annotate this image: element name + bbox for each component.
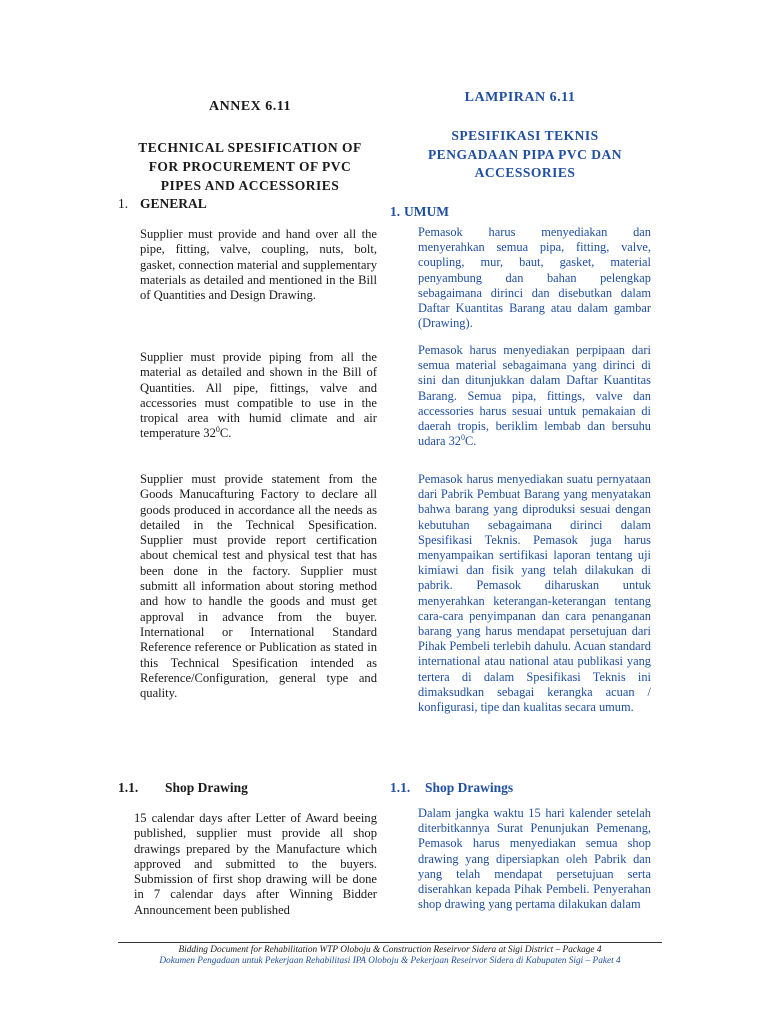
left-document-title — [110, 138, 390, 195]
left-title-line-1: TECHNICAL SPESIFICATION OF — [138, 140, 362, 155]
left-paragraph-general-2 — [140, 350, 377, 442]
left-paragraph-general-2-unit: C. — [219, 426, 232, 441]
right-paragraph-umum-2-text: Pemasok harus menyediakan perpipaan dari semua material sebagaimana yang dirinci di sini dan ditunjukkan dalam Daftar Kuantitas Barang. Semua pipa, fittings, valve dan accessories harus sesuai untuk pemakaian di daerah tropis, beriklim lembab dan bersuhu udara 32 — [418, 343, 651, 449]
left-degree-superscript: 0 — [215, 425, 220, 435]
left-subsection-1-1-number: 1.1. — [118, 780, 139, 795]
right-title-line-2: PENGADAAN PIPA PVC DAN — [427, 146, 623, 162]
footer-divider — [118, 942, 662, 943]
left-paragraph-general-1: Supplier must provide and hand over all the pipe, fitting, valve, coupling, nuts, bolt, gasket, connection material and supplementary materials as detailed and mentioned in the Bill of Quantities and Design Drawing. — [140, 227, 377, 303]
right-paragraph-umum-2-unit: C. — [465, 434, 477, 449]
right-annex-heading: LAMPIRAN 6.11 — [464, 90, 576, 105]
right-paragraph-shop-drawing: Dalam jangka waktu 15 hari kalender setelah diterbitkannya Surat Penunjukan Pemenang, Pemasok harus menyediakan semua shop drawing yang dipersiapkan oleh Pabrik dan yang telah mendapat persetujuan serta diserahkan kepada Pihak Pembeli. Penyerahan shop drawing yang pertama dilakukan dalam — [418, 806, 651, 912]
right-title-line-3: ACCESSORIES — [474, 165, 576, 180]
left-paragraph-general-3: Supplier must provide statement from the Goods Manucafturing Factory to declare all goods produced in accordance all the needs as detailed in the Technical Spesification. Supplier must provide report certification about chemical test and physical test that has been done in the factory. Supplier must submitt all information about storing method and how to handle the goods and must get approval in advance from the buyer. International or International Standard Reference reference or Publication as stated in this Technical Spesification intended as Reference/Configuration, general type and quality. — [140, 472, 377, 701]
right-title-line-1: SPESIFIKASI TEKNIS — [451, 128, 599, 143]
right-degree-superscript: 0 — [461, 433, 466, 443]
right-paragraph-umum-2 — [418, 343, 651, 449]
right-subsection-1-1-title: Shop Drawings — [425, 780, 514, 795]
left-section-1-title: GENERAL — [140, 196, 207, 211]
left-annex-heading: ANNEX 6.11 — [208, 99, 291, 114]
left-subsection-1-1-title: Shop Drawing — [165, 780, 248, 795]
right-section-1-number: 1. — [390, 204, 401, 219]
left-paragraph-shop-drawing: 15 calendar days after Letter of Award beeing published, supplier must provide all shop drawings prepared by the Manufacture which approved and submitted to the buyers. Submission of first shop drawing will be done in 7 calendar days after Winning Bidder Announcement been published — [134, 811, 377, 917]
left-section-1-number: 1. — [118, 196, 129, 211]
footer-indonesian: Dokumen Pengadaan untuk Pekerjaan Rehabilitasi IPA Oloboju & Pekerjaan Reseirvor Sidera di Kabupaten Sigi – Paket 4 — [159, 956, 621, 966]
right-section-1-title: UMUM — [404, 204, 449, 219]
right-paragraph-umum-1: Pemasok harus menyediakan dan menyerahkan semua pipa, fitting, valve, coupling, mur, baut, gasket, material penyambung dan bahan pelengkap sebagaimana dirinci dan disebutkan dalam Daftar Kuantitas Barang atau dalam gambar (Drawing). — [418, 225, 651, 331]
right-paragraph-umum-3: Pemasok harus menyediakan suatu pernyataan dari Pabrik Pembuat Barang yang menyatakan bahwa barang yang diproduksi sesuai dengan kebutuhan sebagaimana dirinci dalam Spesifikasi Teknis. Pemasok juga harus menyampaikan sertifikasi laporan tentang uji kimiawi dan fisik yang telah dilakukan di pabrik. Pemasok diharuskan untuk menyerahkan keterangan-keterangan tentang cara-cara penyimpanan dan cara penanganan barang yang harus mendapat persetujuan dari Pihak Pembeli terlebih dahulu. Acuan standard international atau national atau publikasi yang tertera di dalam Spesifikasi Teknis ini dimaksudkan sebagai kerangka acuan / konfigurasi, tipe dan kualitas secara umum. — [418, 472, 651, 715]
left-paragraph-general-2-text: Supplier must provide piping from all the material as detailed and shown in the Bill of Quantities. All pipe, fittings, valve and accessories must compatible to use in the tropical area with humid climate and air temperature 32 — [140, 350, 377, 441]
left-title-line-3: PIPES AND ACCESSORIES — [160, 178, 340, 193]
right-document-title — [390, 127, 660, 183]
right-subsection-1-1-number: 1.1. — [390, 780, 411, 795]
footer-english: Bidding Document for Rehabilitation WTP Oloboju & Construction Reseirvor Sidera at Sigi District – Package 4 — [178, 945, 602, 955]
left-title-line-2: FOR PROCUREMENT OF PVC — [148, 159, 352, 174]
